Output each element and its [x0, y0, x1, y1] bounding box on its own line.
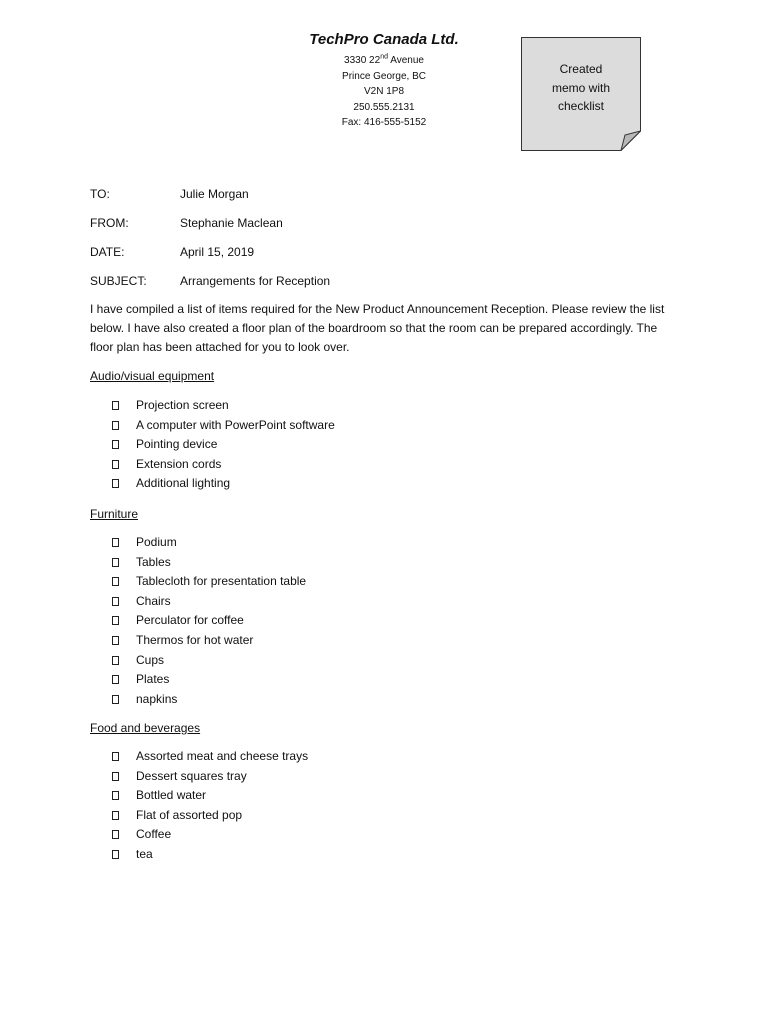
checklist-item: [110, 825, 308, 845]
memo-date-value: April 15, 2019: [180, 245, 255, 259]
checklist-item: [110, 435, 335, 455]
checklist-item: [110, 474, 335, 494]
checkbox-icon: [112, 695, 119, 704]
checklist-item-label: Coffee: [136, 827, 172, 842]
checkbox-icon: [112, 811, 119, 820]
checklist-item: [110, 572, 306, 592]
memo-from-label: FROM:: [90, 216, 129, 230]
checkbox-icon: [112, 616, 119, 625]
checklist-furniture: [110, 533, 306, 709]
checkbox-icon: [112, 479, 119, 488]
checklist-item: [110, 533, 306, 553]
company-name: TechPro Canada Ltd.: [309, 31, 459, 48]
street-name: Avenue: [387, 55, 424, 66]
checklist-item-label: Bottled water: [136, 788, 207, 803]
sticky-note-line: Created: [559, 62, 603, 76]
checkbox-icon: [112, 656, 119, 665]
street-number: 3330 22: [344, 55, 381, 66]
checklist-item: [110, 651, 306, 671]
checkbox-icon: [112, 401, 119, 410]
address-postal-code: V2N 1P8: [363, 86, 405, 97]
checklist-item: [110, 806, 308, 826]
memo-to-label: TO:: [90, 187, 110, 201]
checklist-item: [110, 767, 308, 787]
sticky-note: [521, 37, 641, 151]
checklist-item: [110, 416, 335, 436]
checklist-item-label: Projection screen: [136, 398, 229, 412]
checkbox-icon: [112, 538, 119, 547]
checklist-item-label: Extension cords: [136, 456, 222, 471]
checklist-food-beverages: [110, 747, 308, 865]
checklist-item: [110, 845, 308, 865]
address-city: Prince George, BC: [342, 70, 426, 82]
checklist-item-label: Plates: [136, 672, 170, 687]
checkbox-icon: [112, 830, 119, 839]
checklist-item-label: napkins: [136, 691, 178, 706]
memo-subject-value: Arrangements for Reception: [180, 274, 331, 288]
phone-number: 250.555.2131: [353, 101, 415, 113]
checklist-item-label: Podium: [136, 535, 177, 549]
checklist-item-label: Tablecloth for presentation table: [136, 574, 307, 589]
memo-date-label: DATE:: [90, 245, 125, 259]
section-heading-food-beverages: Food and beverages: [90, 721, 201, 735]
checklist-item: [110, 611, 306, 631]
sticky-note-line: memo with: [551, 80, 610, 95]
checkbox-icon: [112, 440, 119, 449]
checklist-item: [110, 786, 308, 806]
fax-number: Fax: 416-555-5152: [341, 117, 427, 128]
memo-body: I have compiled a list of items required for the New Product Announcement Reception. Please review the list below. I have also created a floor plan of the boardroom so that the room can be prepared accordingly. The floor plan has been attached for you to look over.: [90, 302, 665, 354]
address-street: [250, 53, 518, 69]
checkbox-icon: [112, 675, 119, 684]
checklist-item-label: Dessert squares tray: [136, 768, 247, 783]
checkbox-icon: [112, 577, 119, 586]
street-ordinal-suffix: nd: [380, 53, 388, 61]
checklist-item-label: Tables: [136, 554, 171, 569]
checkbox-icon: [112, 558, 119, 567]
sticky-note-text: [521, 60, 641, 116]
section-heading-furniture: Furniture: [90, 507, 139, 521]
memo-subject-label: SUBJECT:: [90, 274, 147, 288]
checkbox-icon: [112, 636, 119, 645]
checklist-item: [110, 455, 335, 475]
checklist-item: [110, 670, 306, 690]
checklist-item-label: Perculator for coffee: [136, 613, 244, 628]
checkbox-icon: [112, 597, 119, 606]
checklist-item-label: Pointing device: [136, 437, 218, 452]
checklist-item-label: Assorted meat and cheese trays: [136, 749, 309, 763]
checklist-item-label: Additional lighting: [136, 476, 231, 491]
checklist-item: [110, 592, 306, 612]
checklist-item: [110, 747, 308, 767]
checklist-item: [110, 553, 306, 573]
checklist-item-label: Chairs: [136, 593, 171, 608]
checkbox-icon: [112, 772, 119, 781]
section-heading-audio-visual: Audio/visual equipment: [90, 369, 215, 383]
checklist-item: [110, 690, 306, 710]
letterhead: [250, 30, 518, 131]
checklist-item: [110, 631, 306, 651]
checklist-item-label: tea: [136, 846, 153, 861]
checkbox-icon: [112, 460, 119, 469]
memo-from-value: Stephanie Maclean: [180, 216, 283, 230]
checklist-item-label: Thermos for hot water: [136, 632, 254, 647]
checklist-audio-visual: [110, 396, 335, 494]
checklist-item-label: Flat of assorted pop: [136, 807, 243, 822]
checklist-item-label: A computer with PowerPoint software: [136, 417, 335, 432]
checklist-item-label: Cups: [136, 652, 165, 667]
checkbox-icon: [112, 421, 119, 430]
checklist-item: [110, 396, 335, 416]
memo-to-value: Julie Morgan: [180, 187, 249, 201]
checkbox-icon: [112, 791, 119, 800]
checkbox-icon: [112, 752, 119, 761]
checkbox-icon: [112, 850, 119, 859]
sticky-note-line: checklist: [557, 99, 604, 113]
